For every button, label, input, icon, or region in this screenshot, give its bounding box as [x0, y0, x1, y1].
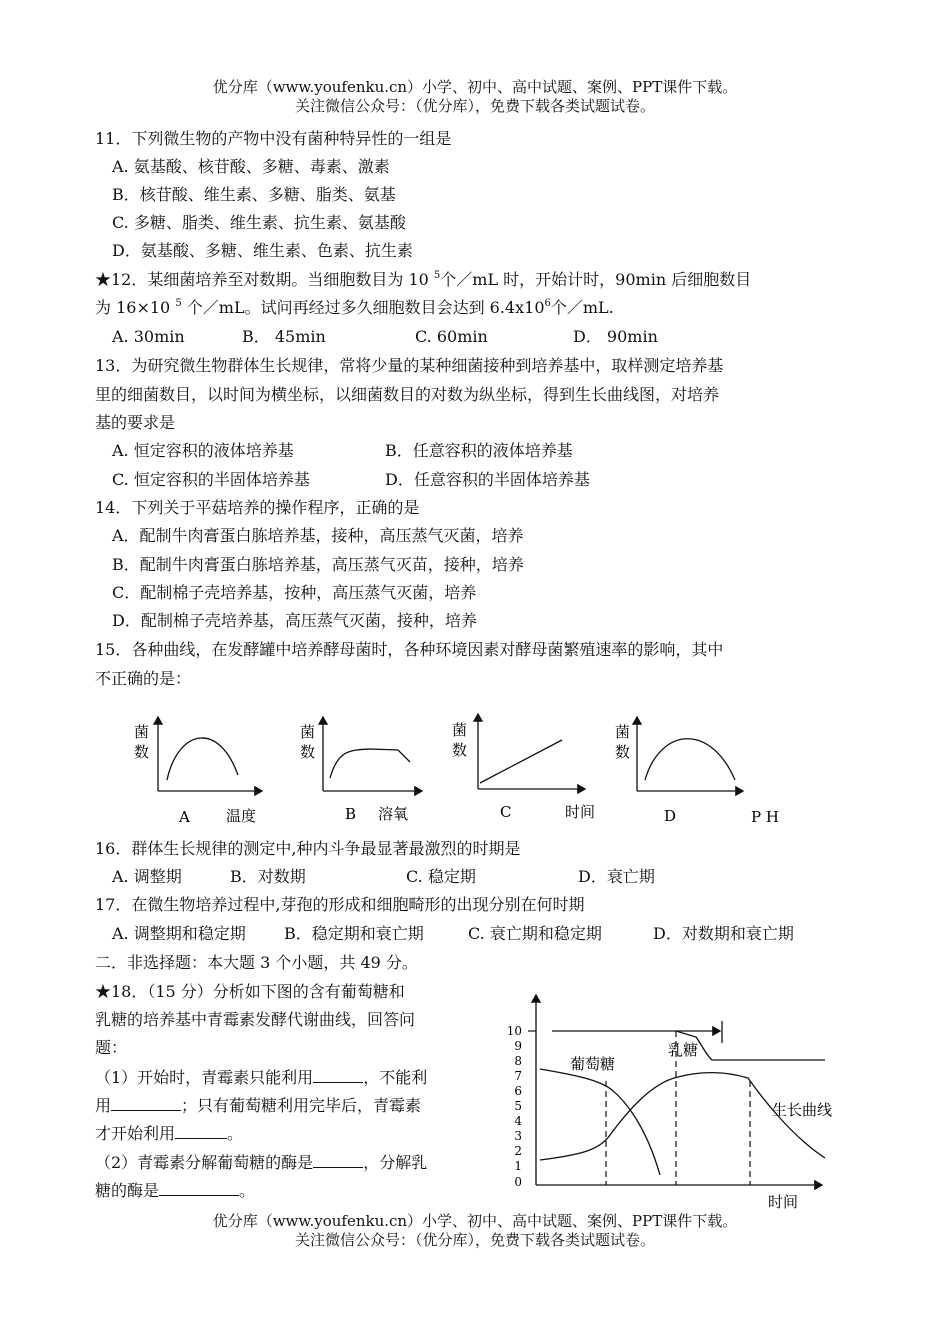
q13-option-d: D．任意容积的半固体培养基 — [385, 470, 590, 489]
y-tick-10: 10 — [506, 1024, 522, 1038]
curve-d — [645, 739, 735, 780]
q18-line-1: ★18．（15 分）分析如下图的含有葡萄糖和 — [95, 982, 405, 1001]
graph-b-ylabel-2: 数 — [300, 743, 316, 761]
q18-part-1-line-1: （1）开始时，青霉素只能利用 ，不能利 — [95, 1065, 427, 1090]
fig18-x-label: 时间 — [768, 1193, 799, 1210]
q11-option-a: A. 氨基酸、核苷酸、多糖、毒素、激素 — [112, 157, 390, 176]
graph-a-xlabel: 温度 — [226, 807, 257, 825]
q18-part-1-line-2: 用 ；只有葡萄糖利用完毕后，青霉素 — [95, 1093, 421, 1118]
q18-part-1-line-3: 才开始利用 。 — [95, 1121, 243, 1146]
graph-d-ylabel-1: 菌 — [615, 723, 631, 741]
q14-option-d: D．配制棉子壳培养基，高压蒸气灭菌，接种，培养 — [112, 611, 477, 630]
graph-c-xlabel: 时间 — [565, 803, 596, 821]
y-tick-4: 4 — [514, 1114, 522, 1128]
y-tick-1: 1 — [514, 1159, 522, 1173]
q18-line-2: 乳糖的培养基中青霉素发酵代谢曲线，回答问 — [95, 1010, 416, 1029]
graph-c-ylabel-2: 数 — [452, 741, 468, 759]
graph-c-ylabel-1: 菌 — [452, 721, 468, 739]
y-tick-9: 9 — [514, 1039, 522, 1053]
fig18-growth-label: 生长曲线 — [772, 1101, 833, 1119]
q17-stem: 17．在微生物培养过程中,芽孢的形成和细胞畸形的出现分别在何时期 — [95, 895, 585, 914]
y-tick-3: 3 — [514, 1129, 522, 1143]
y-tick-5: 5 — [514, 1099, 522, 1113]
blank-5[interactable] — [159, 1178, 239, 1196]
graph-a — [134, 717, 262, 826]
q12-option-d: D． 90min — [573, 327, 658, 346]
q16-option-a: A. 调整期 — [112, 867, 182, 886]
q15-line-1: 15．各种曲线，在发酵罐中培养酵母菌时，各种环境因素对酵母菌繁殖速率的影响，其中 — [95, 640, 724, 659]
graph-a-ylabel-2: 数 — [134, 743, 150, 761]
graph-d-letter: D — [664, 807, 677, 825]
q16-stem: 16．群体生长规律的测定中,种内斗争最显著最激烈的时期是 — [95, 839, 521, 858]
q12-line-1: ★12．某细菌培养至对数期。当细胞数目为 10 $^5$个／mL 时，开始计时，90min 后细胞数目 — [95, 270, 752, 289]
graph-d-ylabel-2: 数 — [615, 743, 631, 761]
footer-line-2: 关注微信公众号：（优分库），免费下载各类试题试卷。 — [294, 1231, 655, 1249]
q18-line-3: 题： — [95, 1038, 128, 1057]
fig18-glucose-curve — [540, 1069, 660, 1175]
graph-c-letter: C — [500, 803, 512, 821]
q17-option-c: C. 衰亡期和稳定期 — [468, 924, 602, 943]
q17-option-b: B．稳定期和衰亡期 — [284, 924, 424, 943]
blank-4[interactable] — [313, 1150, 363, 1168]
q18-figure — [500, 985, 845, 1210]
y-tick-2: 2 — [514, 1144, 522, 1158]
q16-option-d: D．衰亡期 — [578, 867, 655, 886]
header-line-1: 优分库（www.youfenku.cn）小学、初中、高中试题、案例、PPT课件下载。 — [212, 78, 738, 96]
graph-b — [300, 717, 422, 823]
section-2-title: 二．非选择题：本大题 3 个小题，共 49 分。 — [95, 953, 418, 972]
q15-line-2: 不正确的是： — [95, 669, 192, 688]
q13-option-c: C. 恒定容积的半固体培养基 — [112, 470, 310, 489]
q17-option-a: A. 调整期和稳定期 — [112, 924, 246, 943]
q18-part-2-line-2: 糖的酶是 。 — [95, 1178, 255, 1203]
y-tick-6: 6 — [514, 1084, 522, 1098]
fig18-lactose-label: 乳糖 — [668, 1041, 699, 1059]
q12-option-c: C. 60min — [415, 327, 488, 346]
q12-line-2: 为 16×10 $^5$ 个／mL。试问再经过多久细胞数目会达到 $6.4x10^6$个／mL. — [95, 298, 614, 317]
q13-line-2: 里的细菌数目，以时间为横坐标，以细菌数目的对数为纵坐标，得到生长曲线图，对培养 — [95, 385, 720, 404]
footer-line-1: 优分库（www.youfenku.cn）小学、初中、高中试题、案例、PPT课件下载。 — [212, 1212, 738, 1230]
graph-d — [615, 717, 779, 826]
blank-1[interactable] — [313, 1065, 363, 1083]
blank-2[interactable] — [111, 1093, 181, 1111]
q14-option-b: B．配制牛肉膏蛋白胨培养基，高压蒸气灭苗，接种，培养 — [112, 555, 524, 574]
graph-d-xlabel: P H — [751, 808, 779, 826]
curve-a — [167, 738, 238, 780]
q14-stem: 14．下列关于平菇培养的操作程序，正确的是 — [95, 498, 420, 517]
graph-b-letter: B — [345, 805, 357, 823]
q11-stem: 11．下列微生物的产物中没有菌种特异性的一组是 — [95, 129, 452, 148]
graph-b-ylabel-1: 菌 — [300, 723, 316, 741]
graph-c — [452, 714, 595, 821]
q13-option-b: B．任意容积的液体培养基 — [385, 441, 573, 460]
fig18-lactose-curve — [676, 1031, 825, 1060]
q13-line-1: 13．为研究微生物群体生长规律，常将少量的某种细菌接种到培养基中，取样测定培养基 — [95, 356, 724, 375]
y-tick-0: 0 — [514, 1175, 522, 1189]
header-line-2: 关注微信公众号：（优分库），免费下载各类试题试卷。 — [294, 97, 655, 115]
y-tick-8: 8 — [514, 1054, 522, 1068]
graph-a-letter: A — [179, 808, 190, 826]
q11-option-c: C. 多糖、脂类、维生素、抗生素、氨基酸 — [112, 213, 406, 232]
curve-b — [330, 749, 410, 778]
q16-option-b: B．对数期 — [230, 867, 306, 886]
blank-3[interactable] — [175, 1121, 227, 1139]
q16-option-c: C. 稳定期 — [406, 867, 476, 886]
curve-c — [480, 740, 562, 783]
q17-option-d: D．对数期和衰亡期 — [653, 924, 794, 943]
q12-option-a: A. 30min — [112, 327, 185, 346]
q13-line-3: 基的要求是 — [95, 413, 176, 432]
graph-a-ylabel-1: 菌 — [134, 723, 150, 741]
fig18-glucose-label: 葡萄糖 — [570, 1055, 616, 1073]
q11-option-b: B．核苷酸、维生素、多糖、脂类、氨基 — [112, 185, 396, 204]
q12-option-b: B． 45min — [242, 327, 326, 346]
q11-option-d: D．氨基酸、多糖、维生素、色素、抗生素 — [112, 241, 413, 260]
graph-b-xlabel: 溶氧 — [378, 805, 409, 823]
q18-part-2-line-1: （2）青霉素分解葡萄糖的酶是 ，分解乳 — [95, 1150, 427, 1175]
q13-option-a: A. 恒定容积的液体培养基 — [112, 441, 294, 460]
q14-option-a: A．配制牛肉膏蛋白胨培养基，接种，高压蒸气灭菌，培养 — [112, 526, 524, 545]
q15-graphs — [0, 700, 950, 835]
y-tick-7: 7 — [514, 1069, 522, 1083]
q14-option-c: C．配制棉子壳培养基，按种，高压蒸气灭菌，培养 — [112, 583, 477, 602]
